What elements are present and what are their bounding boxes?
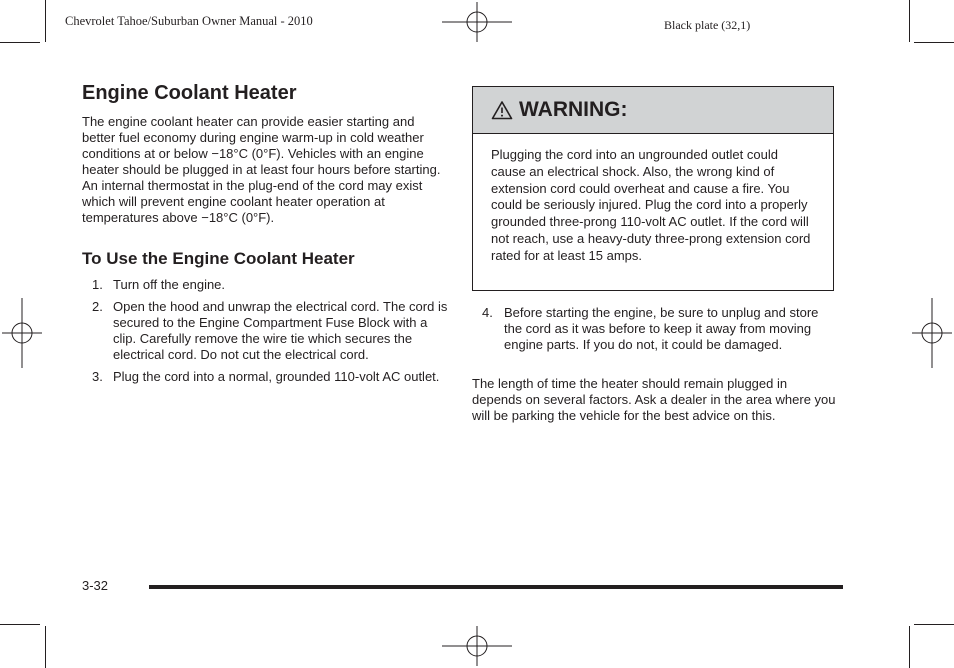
running-header-title: Chevrolet Tahoe/Suburban Owner Manual - 2010 bbox=[65, 14, 313, 28]
warning-text: Plugging the cord into an ungrounded outlet could cause an electrical shock. Also, the wrong kind of extension cord could overheat and cause a fire. You could be seriously injured. Plug the cord into a properly grounded three-prong 110-volt AC outlet. If the cord will not reach, use a heavy-duty three-prong extension cord rated for at least 15 amps. bbox=[491, 147, 811, 263]
registration-mark-top bbox=[440, 2, 514, 42]
procedure-title: To Use the Engine Coolant Heater bbox=[82, 249, 355, 268]
registration-mark-right bbox=[910, 296, 954, 370]
registration-mark-left bbox=[0, 296, 44, 370]
warning-box bbox=[472, 86, 834, 291]
step-number: 4. bbox=[482, 305, 493, 320]
procedure-steps-continued bbox=[472, 305, 840, 353]
crop-mark bbox=[0, 42, 40, 43]
crop-mark bbox=[914, 624, 954, 625]
crop-mark bbox=[909, 0, 910, 42]
step-text: Plug the cord into a normal, grounded 110-volt AC outlet. bbox=[113, 369, 440, 384]
step-number: 1. bbox=[92, 277, 103, 292]
warning-title: WARNING: bbox=[519, 98, 628, 121]
list-item bbox=[472, 305, 840, 353]
crop-mark bbox=[909, 626, 910, 668]
procedure-steps bbox=[82, 277, 448, 391]
closing-paragraph: The length of time the heater should remain plugged in depends on several factors. Ask a dealer in the area where you will be parking the vehicle for the best advice on this. bbox=[472, 376, 836, 423]
section-title: Engine Coolant Heater bbox=[82, 82, 297, 104]
crop-mark bbox=[0, 624, 40, 625]
page-number: 3-32 bbox=[82, 578, 109, 593]
registration-mark-bottom bbox=[440, 626, 514, 666]
step-text: Open the hood and unwrap the electrical cord. The cord is secured to the Engine Compartment Fuse Block with a clip. Carefully remove the wire tie which secures the electrical cord. Do not cut the electrical cord. bbox=[113, 299, 448, 362]
plate-label: Black plate (32,1) bbox=[664, 18, 751, 32]
crop-mark bbox=[914, 42, 954, 43]
crop-mark bbox=[45, 626, 46, 668]
warning-triangle-icon bbox=[491, 100, 513, 120]
footer-rule bbox=[149, 585, 843, 589]
intro-paragraph: The engine coolant heater can provide easier starting and better fuel economy during engine warm-up in cold weather conditions at or below −18°C (0°F). Vehicles with an engine heater should be plugged in at least four hours before starting. An internal thermostat in the plug-end of the cord may exist which will prevent engine coolant heater operation at temperatures above −18°C (0°F). bbox=[82, 114, 441, 225]
step-text: Turn off the engine. bbox=[113, 277, 226, 292]
step-number: 2. bbox=[92, 299, 103, 314]
step-number: 3. bbox=[92, 369, 103, 384]
list-item bbox=[82, 277, 448, 293]
step-text: Before starting the engine, be sure to unplug and store the cord as it was before to keep it away from moving engine parts. If you do not, it could be damaged. bbox=[504, 305, 819, 352]
warning-header bbox=[473, 87, 833, 134]
list-item bbox=[82, 369, 448, 385]
list-item bbox=[82, 299, 448, 363]
crop-mark bbox=[45, 0, 46, 42]
